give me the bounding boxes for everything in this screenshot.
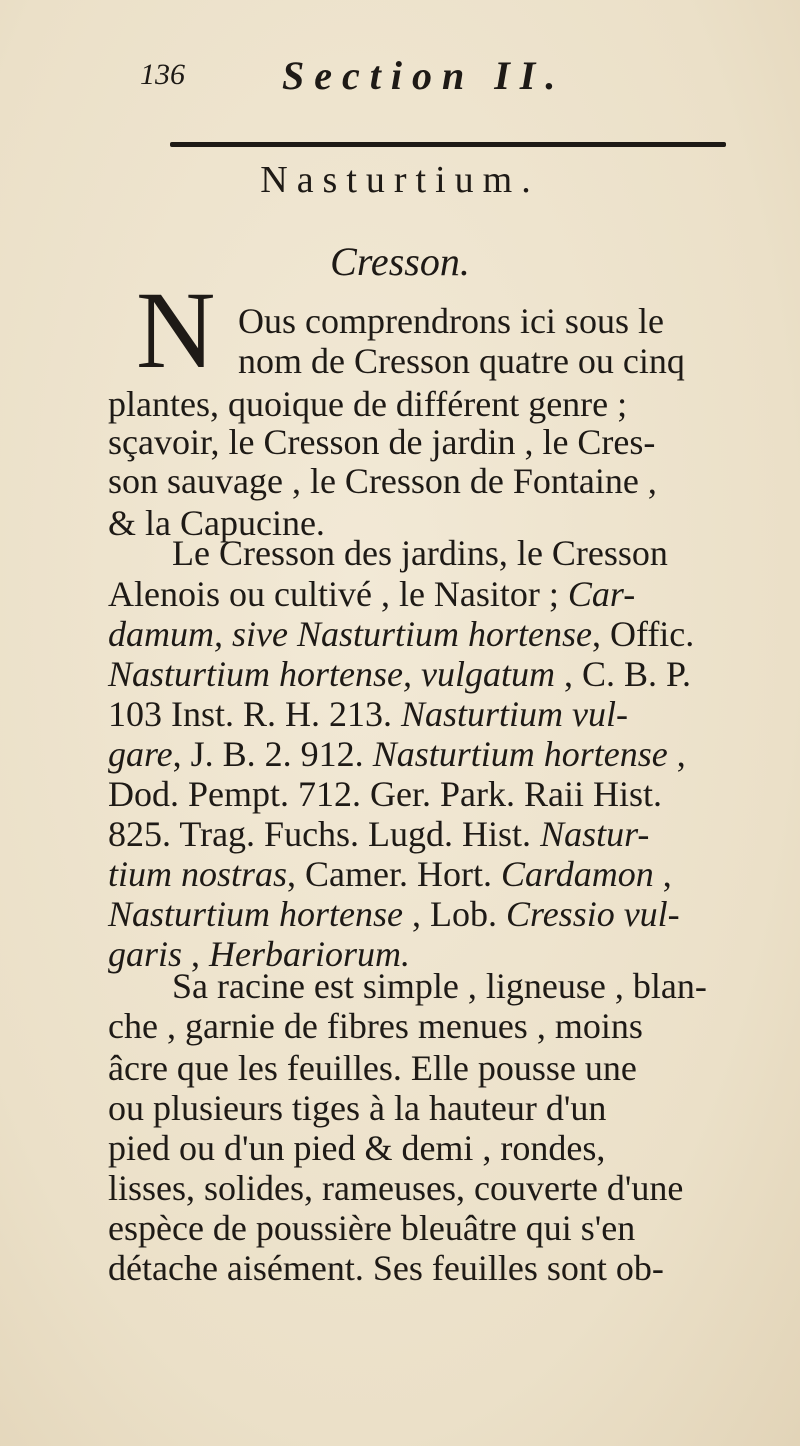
text-line: sçavoir, le Cresson de jardin , le Cres- — [108, 422, 656, 462]
text-line: pied ou d'un pied & demi , rondes, — [108, 1128, 606, 1168]
section-subtitle: Cresson. — [330, 239, 470, 284]
text-line: che , garnie de fibres menues , moins — [108, 1006, 643, 1046]
text-line: Sa racine est simple , ligneuse , blan- — [172, 966, 707, 1006]
running-head — [140, 52, 740, 102]
text-line: & la Capucine. — [108, 503, 325, 543]
text-line: ou plusieurs tiges à la hauteur d'un — [108, 1088, 607, 1128]
text-line: damum, sive Nasturtium hortense, Offic. — [108, 614, 695, 654]
text-line: Dod. Pempt. 712. Ger. Park. Raii Hist. — [108, 774, 662, 814]
section-heading: Nasturtium. — [260, 159, 540, 201]
text-line: 825. Trag. Fuchs. Lugd. Hist. Nastur- — [108, 814, 650, 854]
text-line: nom de Cresson quatre ou cinq — [238, 341, 685, 381]
header-rule — [170, 142, 726, 147]
drop-cap: N — [136, 269, 216, 391]
text-line: gare, J. B. 2. 912. Nasturtium hortense , — [108, 734, 686, 774]
text-line: âcre que les feuilles. Elle pousse une — [108, 1048, 637, 1088]
text-line: garis , Herbariorum. — [108, 934, 411, 974]
text-line: tium nostras, Camer. Hort. Cardamon , — [108, 854, 672, 894]
text-line: Ous comprendrons ici sous le — [238, 301, 664, 341]
running-title: Section II. — [282, 53, 566, 98]
text-line: plantes, quoique de différent genre ; — [108, 384, 628, 424]
text-line: lisses, solides, rameuses, couverte d'une — [108, 1168, 684, 1208]
text-line: 103 Inst. R. H. 213. Nasturtium vul- — [108, 694, 629, 734]
text-line: Alenois ou cultivé , le Nasitor ; Car- — [108, 574, 636, 614]
page-number: 136 — [140, 58, 185, 91]
text-line: espèce de poussière bleuâtre qui s'en — [108, 1208, 636, 1248]
text-line: Nasturtium hortense , Lob. Cressio vul- — [108, 894, 680, 934]
text-line: son sauvage , le Cresson de Fontaine , — [108, 461, 657, 501]
text-line: Le Cresson des jardins, le Cresson — [172, 533, 668, 573]
text-line: détache aisément. Ses feuilles sont ob- — [108, 1248, 664, 1288]
text-line: Nasturtium hortense, vulgatum , C. B. P. — [108, 654, 692, 694]
